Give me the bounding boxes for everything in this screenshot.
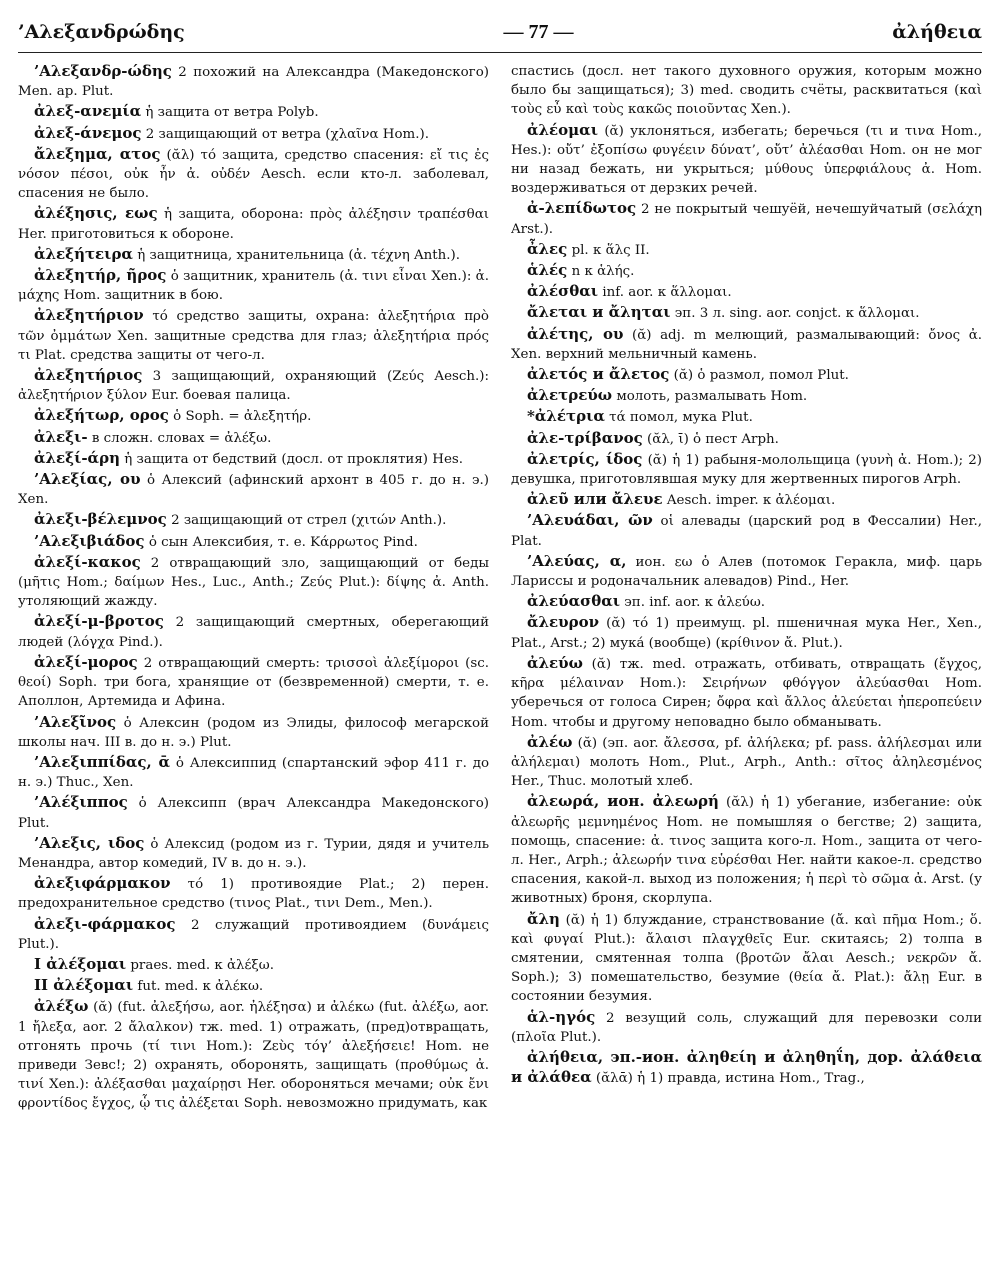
entry-definition: (ᾰ) тж. med. отражать, отбивать, отвращать (ἔγχος, κῆρα μέλαιναν Hom.): Σειρήνων φθόγγον ἀλεύασθαι Hom. уберечься от голоса Сирен; ὄφρα καὶ ἄλλος ἀλεύεται ἠπεροπεύειν Hom. чтобы и другому неповадно было обманывать. xyxy=(511,656,982,730)
header-left-guide-word: ’Αλεξανδρώδης xyxy=(18,21,185,43)
left-column xyxy=(18,62,489,1255)
entry-definition: 2 не покрытый чешуёй, нечешуйчатый (σελάχη Arst.). xyxy=(511,202,982,237)
entry-headword: ἀλετρίς, ίδος xyxy=(527,449,643,468)
entry-definition: τό 1) противоядие Plat.; 2) перен. предохранительное средство (τινος Plat., τινι Dem., Men.). xyxy=(18,877,489,912)
entry-definition: n к ἁλής. xyxy=(571,264,635,280)
right-column xyxy=(511,62,982,1255)
dictionary-entry xyxy=(18,753,489,792)
header-right-guide-word: ἀλήθεια xyxy=(892,21,982,43)
entry-definition: inf. aor. к ἅλλομαι. xyxy=(602,285,732,301)
dictionary-entry xyxy=(511,910,982,1007)
entry-definition: (ᾰ) (эп. aor. ἄλεσσα, pf. ἀλήλεκα; pf. pass. ἀλήλεσμαι или ἀλήλεμαι) молоть Hom., Plut., Arph., Anth.: σῖτος ἀληλεσμένος Her., Thuc. молотый хлеб. xyxy=(511,735,982,790)
entry-definition: ион. εω ὁ Алев (потомок Геракла, миф. царь Ларисcы и родоначальник алевадов) Pind., Her. xyxy=(511,554,982,590)
dictionary-entry xyxy=(511,792,982,908)
dictionary-entry xyxy=(18,532,489,552)
entry-headword: ἀλετός и ἄλετος xyxy=(527,365,670,384)
dictionary-entry xyxy=(18,366,489,405)
dictionary-entry xyxy=(511,511,982,550)
dictionary-entry xyxy=(511,654,982,732)
entry-headword: ’Αλεύας, α, xyxy=(527,551,627,570)
dictionary-entry xyxy=(18,713,489,752)
entry-definition: τά помол, мука Plut. xyxy=(609,410,753,426)
dictionary-entry xyxy=(511,365,982,385)
entry-definition: 2 похожий на Александра (Македонского) Men. ap. Plut. xyxy=(18,65,489,100)
entry-headword: *ἀλέτρια xyxy=(527,407,605,426)
entry-headword: I ἀλέξομαι xyxy=(34,954,127,973)
entry-headword: ἄλευρον xyxy=(527,613,599,632)
entry-headword: ’Αλεξιβιάδος xyxy=(34,531,145,550)
entry-headword: ἀλεξήτειρα xyxy=(34,244,133,263)
entry-headword: ἀλεωρά, ион. ἀλεωρή xyxy=(527,792,719,811)
dictionary-entry xyxy=(511,429,982,449)
entry-headword: ἀλεξητήρ, ῆρος xyxy=(34,266,167,285)
entry-definition: молоть, размалывать Hom. xyxy=(616,389,808,405)
entry-definition: τό средство защиты, охрана: ἀλεξητήρια πρὸ τῶν ὀμμάτων Xen. защитные средства для глаз; ἀλεξητήρια πρός τι Plat. средства защиты от чего-л. xyxy=(18,309,489,363)
entry-definition: (ᾰ) (fut. ἀλεξήσω, aor. ἠλέξησα) и ἀλέκω (fut. ἀλέξω, aor. 1 ἤλεξα, aor. 2 ἄλαλκον) тж. med. 1) отражать, (пред)отвращать, отгонять прочь (τί τινι Hom.): Ζεὺς τόγ’ ἀλεξήσειε! Hom. не приведи Зевс!; 2) охранять, оборонять, защищать (προθύμως ἀ. τινί Xen.): ἀλέξασθαι μαχαίρῃσι Her. обороняться мечами; οὐκ ἔνι φροντίδος ἔγχος, ᾧ τις ἀλέξεται Soph. невозможно придумать, как xyxy=(18,1000,489,1112)
entry-definition: fut. med. к ἀλέκω. xyxy=(137,979,264,995)
entry-headword: ἀλήθεια, эп.-ион. ἀληθείη и ἀληθηΐη, дор. ἀλάθεια и ἀλάθεα xyxy=(511,1047,982,1087)
dictionary-entry xyxy=(511,407,982,427)
entry-headword: ’Αλεξανδρ-ώδης xyxy=(34,62,172,80)
entry-definition: ὁ Soph. = ἀλεξητήρ. xyxy=(173,409,312,425)
entry-definition: 3 защищающий, охраняющий (Ζεύς Aesch.): ἀλεξητήριον ξύλον Eur. боевая палица. xyxy=(18,369,489,404)
dictionary-entry xyxy=(18,915,489,954)
dictionary-entry xyxy=(18,102,489,122)
entry-headword: ἀλέω xyxy=(527,732,573,751)
entry-definition: ὁ Алексипп (врач Александра Македонского) Plut. xyxy=(18,796,489,831)
entry-headword: ἀλετρεύω xyxy=(527,386,613,405)
dictionary-entry xyxy=(18,874,489,913)
entry-headword: ἀλεξ-ανεμία xyxy=(34,102,142,121)
dictionary-entry xyxy=(18,306,489,365)
entry-definition: (ᾰ) τό 1) преимущ. pl. пшеничная мука Her., Xen., Plat., Arst.; 2) мука́ (вообще) (κρίθινον ἄ. Plut.). xyxy=(511,616,982,651)
entry-headword: ἀλεῦ или ἄλευε xyxy=(527,490,663,509)
dictionary-entry xyxy=(18,510,489,530)
dictionary-entry xyxy=(18,793,489,832)
entry-headword: ἁλ-ηγός xyxy=(527,1007,596,1026)
entry-headword: ’Αλεξιππίδας, ᾱ xyxy=(34,752,171,771)
entry-headword: ἀλεξί-άρη xyxy=(34,448,120,467)
dictionary-entry xyxy=(18,553,489,612)
dictionary-entry xyxy=(511,552,982,591)
entry-headword: ἀλεξήτωρ, ορος xyxy=(34,406,169,425)
entry-definition: ἡ защита, оборона: πρὸς ἀλέξησιν τραπέσθαι Her. приготовиться к обороне. xyxy=(18,207,489,242)
entry-definition: 2 защищающий смертных, оберегающий людей (λόγχα Pind.). xyxy=(18,615,489,650)
entry-headword: ἄλη xyxy=(527,909,560,928)
entry-definition: эп. 3 л. sing. aor. conjct. к ἅλλομαι. xyxy=(674,306,920,322)
entry-headword: ἀλεξί-μ-βροτος xyxy=(34,612,164,631)
dictionary-entry xyxy=(511,325,982,364)
entry-headword: ’Αλεξις, ιδος xyxy=(34,833,145,852)
entry-definition: 2 отвращающий смерть: τρισσοὶ ἀλεξίμοροι (sc. θεοί) Soph. три бога, хранящие от (безвременной) смерти, т. е. Аполлон, Артемида и Афина. xyxy=(18,655,489,710)
entry-definition: (ᾰ) уклоняться, избегать; беречься (τι и τινα Hom., Hes.): οὔτ’ ἐξοπίσω φυγέειν δύνατ’, οὔτ’ ἀλέασθαι Hom. он не мог ни назад бежать, ни укрыться; μύθους ὑπερφιάλους ἀ. Hom. воздерживаться от дерзких речей. xyxy=(511,123,982,197)
dictionary-entry xyxy=(18,406,489,426)
dictionary-entry xyxy=(18,245,489,265)
dictionary-entry xyxy=(511,386,982,406)
entry-definition: 2 защищающий от ветра (χλαῖνα Hom.). xyxy=(145,126,429,142)
entry-headword: ἀλέομαι xyxy=(527,120,598,139)
entry-definition: ὁ Алексиппид (спартанский эфор 411 г. до н. э.) Thuc., Xen. xyxy=(18,755,489,791)
entry-definition: 2 защищающий от стрел (χιτών Anth.). xyxy=(171,513,447,529)
dictionary-entry xyxy=(511,199,982,238)
dictionary-entry xyxy=(511,490,982,510)
entry-headword: ἁλές xyxy=(527,261,568,280)
dictionary-entry xyxy=(18,997,489,1113)
entry-headword: ἀλεξι- xyxy=(34,427,88,446)
entry-definition: Aesch. imper. к ἀλέομαι. xyxy=(666,493,836,509)
entry-headword: ἀλεξί-κακος xyxy=(34,552,141,571)
dictionary-entry xyxy=(511,282,982,302)
entry-headword: ἀλεξι-βέλεμνος xyxy=(34,510,167,529)
entry-definition: ὁ сын Алексибия, т. е. Κάρρωτος Pind. xyxy=(148,534,418,550)
page-header xyxy=(18,12,982,53)
dictionary-entry xyxy=(511,303,982,323)
entry-definition: (ᾰλ, ῑ) ὁ пест Arph. xyxy=(647,431,779,447)
dictionary-entry xyxy=(18,145,489,204)
entry-definition: (ᾰ) adj. m мелющий, размалывающий: ὄνος ἀ. Xen. верхний мельничный камень. xyxy=(511,327,982,362)
entry-definition: (ᾰ) ἡ 1) блуждание, странствование (ἄ. καὶ πῆμα Hom.; ὅ. καὶ φυγαί Plut.): ἄλαισι πλαγχθεῖς Eur. скитаясь; 2) толпа в смятении, смятенная толпа (βροτῶν ἄλαι Aesch.; νεκρῶν ἄ. Soph.); 3) помешательство, безумие (θεία ἄ. Plat.): ἄλῃ Eur. в состоянии безумия. xyxy=(511,912,982,1005)
entry-definition: praes. med. к ἀλέξω. xyxy=(130,957,274,973)
entry-headword: ἀλέξω xyxy=(34,997,89,1016)
entry-headword: ἀλέσθαι xyxy=(527,282,599,301)
entry-definition: (ᾰλᾱ) ἡ 1) правда, истина Hom., Trag., xyxy=(595,1071,865,1087)
dictionary-entry xyxy=(18,653,489,712)
entry-headword: II ἀλέξομαι xyxy=(34,976,134,995)
dictionary-entry xyxy=(511,592,982,612)
entry-definition: 2 служащий противоядием (δυνάμεις Plut.). xyxy=(18,917,489,952)
entry-definition: (ᾰλ) ἡ 1) убегание, избегание: οὐκ ἀλεωρῆς μεμνημένος Hom. не помышляя о бегстве; 2) защита, помощь, спасение: ἀ. τινος защита кого-л. Hom., защита от чего-л. Her., Arph.; ἀλεωρήν τινα εὑρέσθαι Her. найти какое-л. средство спасения, какой-л. выход из положения; ἡ περὶ τὸ σῶμα ἀ. Arst. (у животных) броня, скорлупа. xyxy=(511,795,982,907)
entry-headword: ἀλεξ-άνεμος xyxy=(34,123,142,142)
dictionary-entry xyxy=(18,834,489,873)
entry-definition: ἡ защита от ветра Polyb. xyxy=(145,105,319,121)
dictionary-entry xyxy=(18,470,489,509)
dictionary-entry xyxy=(18,204,489,243)
entry-headword: ἀλεξι-φάρμακος xyxy=(34,914,176,933)
entry-headword: ἀλεύασθαι xyxy=(527,592,620,611)
entry-definition: (ᾰλ) τό защита, средство спасения: εἴ τις ἐς νόσον πέσοι, οὐκ ἦν ἀ. οὐδέν Aesch. если кто-л. заболевал, спасения не было. xyxy=(18,147,489,202)
entry-definition: ὁ Алексид (родом из г. Турии, дядя и учитель Менандра, автор комедий, IV в. до н. э.). xyxy=(18,836,489,871)
entry-headword: ἀλεξιφάρμακον xyxy=(34,874,171,893)
entry-headword: ἀλεξί-μορος xyxy=(34,652,138,671)
entry-definition: (ᾰ) ἡ 1) рабыня-молольщица (γυνὴ ἀ. Hom.); 2) девушка, приготовлявшая муку для жертвенных пирогов Arph. xyxy=(511,452,982,488)
dictionary-entry xyxy=(511,261,982,281)
entry-definition: (ᾰ) ὁ размол, помол Plut. xyxy=(673,368,849,384)
dictionary-entry xyxy=(18,976,489,996)
dictionary-entry xyxy=(511,613,982,652)
entry-headword: ’Αλεξίας, ου xyxy=(34,470,141,489)
dictionary-entry xyxy=(18,62,489,101)
dictionary-entry xyxy=(511,240,982,260)
entry-headword: ’Αλεξῖνος xyxy=(34,712,117,731)
dictionary-entry xyxy=(511,1008,982,1047)
dictionary-entry xyxy=(18,428,489,448)
dictionary-columns xyxy=(18,62,982,1255)
dictionary-entry xyxy=(511,733,982,792)
entry-definition: спастись (досл. нет такого духовного оружия, которым можно было бы защищаться); 3) med. сводить счёты, расквитаться (καὶ τοὺς εὖ καὶ τοὺς κακῶς ποιοῦντας Xen.). xyxy=(511,64,982,118)
dictionary-entry xyxy=(511,62,982,120)
entry-definition: οἱ алевады (царский род в Фессалии) Her., Plat. xyxy=(511,514,982,549)
entry-headword: ἄλεξημα, ατος xyxy=(34,144,161,163)
dictionary-entry xyxy=(18,266,489,305)
entry-headword: ἀλέξησις, εως xyxy=(34,204,158,223)
entry-definition: 2 отвращающий зло, защищающий от беды (μῆτις Hom.; δαίμων Hes., Luc., Anth.; Ζεύς Plut.): δίψης ἀ. Anth. утоляющий жажду. xyxy=(18,555,489,610)
entry-definition: ὁ защитник, хранитель (ἀ. τινι εἶναι Xen.): ἀ. μάχης Hom. защитник в бою. xyxy=(18,269,489,304)
dictionary-entry xyxy=(511,1048,982,1088)
entry-definition: в сложн. словах = ἀλέξω. xyxy=(91,430,272,446)
entry-definition: ἡ защитница, хранительница (ἀ. τέχνη Anth.). xyxy=(137,247,461,263)
dictionary-entry xyxy=(18,449,489,469)
dictionary-entry xyxy=(18,124,489,144)
entry-headword: ἀλεξητήριος xyxy=(34,366,143,385)
dictionary-entry xyxy=(18,612,489,651)
entry-headword: ἆλες xyxy=(527,239,568,258)
entry-headword: ἀλεύω xyxy=(527,653,583,672)
entry-headword: ’Αλέξιππος xyxy=(34,793,128,812)
entry-definition: ὁ Алексий (афинский архонт в 405 г. до н. э.) Xen. xyxy=(18,473,489,508)
entry-definition: эп. inf. aor. к ἀλεύω. xyxy=(624,595,765,611)
entry-headword: ’Αλευάδαι, ῶν xyxy=(527,511,653,530)
dictionary-entry xyxy=(511,450,982,489)
entry-definition: ὁ Алексин (родом из Элиды, философ мегарской школы нач. III в. до н. э.) Plut. xyxy=(18,715,489,750)
entry-headword: ἀλεξητήριον xyxy=(34,306,144,325)
dictionary-entry xyxy=(511,121,982,199)
entry-definition: pl. к ἅλς II. xyxy=(571,242,650,258)
entry-headword: ἀλε-τρίβανος xyxy=(527,428,643,447)
dictionary-entry xyxy=(18,955,489,975)
page-number: — 77 — xyxy=(503,20,574,43)
entry-definition: ἡ защита от бедствий (досл. от проклятия) Hes. xyxy=(124,451,463,467)
entry-definition: 2 везущий соль, служащий для перевозки соли (πλοῖα Plut.). xyxy=(511,1010,982,1045)
entry-headword: ἀ-λεπίδωτος xyxy=(527,199,637,218)
entry-headword: ἀλέτης, ου xyxy=(527,324,624,343)
entry-headword: ἄλεται и ἄληται xyxy=(527,303,671,322)
